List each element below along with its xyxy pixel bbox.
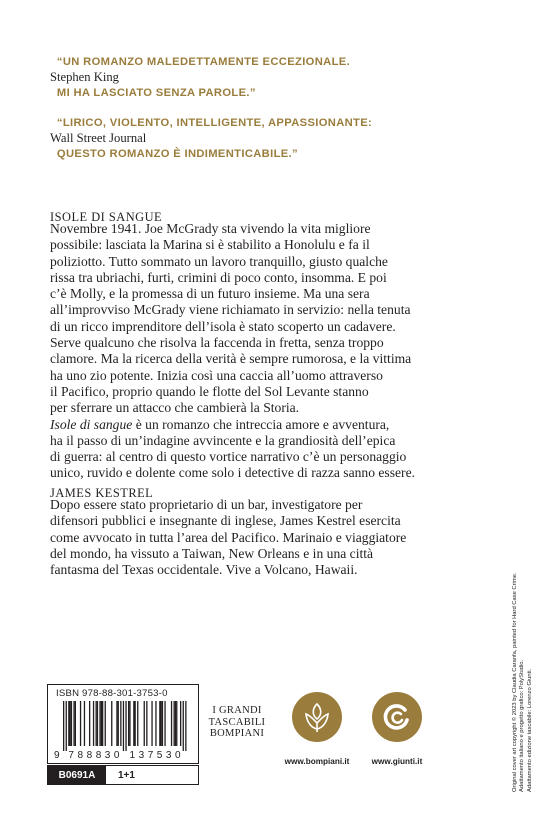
quote-2-line-2: QUESTO ROMANZO È INDIMENTICABILE.” bbox=[56, 147, 298, 160]
credit-line: Adattamento edizione tascabile: Lorenzo Giunti. bbox=[526, 668, 533, 792]
barcode-bar bbox=[175, 701, 176, 746]
barcode-bar bbox=[159, 701, 160, 746]
barcode-bar bbox=[133, 701, 134, 746]
synopsis-closing-line bbox=[50, 417, 502, 433]
author-line: Dopo essere stato proprietario di un bar, investigatore per bbox=[50, 497, 363, 512]
quote-1-source: Stephen King bbox=[50, 70, 119, 84]
synopsis-line: c’è Molly, e la promessa di un futuro insieme. Ma una sera bbox=[50, 286, 370, 302]
barcode-digit: 3 bbox=[138, 750, 145, 761]
bompiani-logo-icon bbox=[292, 692, 342, 742]
barcode-digit: 3 bbox=[165, 750, 172, 761]
series-logo bbox=[206, 705, 268, 740]
barcode-bar bbox=[101, 701, 102, 746]
author-line: del mondo, ha vissuto a Taiwan, New Orleans e in una città bbox=[50, 545, 374, 561]
series-line: I GRANDI bbox=[212, 705, 262, 716]
synopsis-line: per sferrare un attacco che cambierà la Storia. bbox=[50, 400, 300, 416]
credit-line: Original cover art copyright © 2023 by Claudia Caranfa, painted for Hard Case Crime. bbox=[512, 572, 518, 792]
synopsis-line: unico, ruvido e dolente come solo i detective di razza sanno essere. bbox=[50, 465, 416, 481]
barcode-bar bbox=[120, 701, 121, 746]
barcode-bar bbox=[75, 701, 76, 746]
barcode-bar bbox=[118, 701, 119, 746]
author-text bbox=[50, 497, 502, 578]
barcode-bar bbox=[99, 701, 100, 746]
barcode-digit: 1 bbox=[129, 750, 136, 761]
barcode-bar bbox=[73, 701, 74, 746]
barcode-bar bbox=[129, 701, 130, 746]
barcode-bar bbox=[176, 701, 177, 746]
barcode-bar bbox=[116, 701, 117, 746]
barcode-bar bbox=[80, 701, 81, 746]
barcode-digit: 0 bbox=[175, 750, 181, 761]
barcode-digit: 7 bbox=[147, 750, 154, 761]
credits bbox=[512, 572, 534, 792]
synopsis-line: all’improvviso McGrady viene richiamato in servizio: nella tenuta bbox=[50, 302, 411, 318]
barcode-bar bbox=[185, 701, 186, 751]
synopsis-line: Novembre 1941. Joe McGrady sta vivendo la vita migliore bbox=[50, 221, 371, 236]
barcode-bar bbox=[97, 701, 98, 746]
synopsis-line: ha il passo di un’indagine avvincente e la grandiosità dell’epica bbox=[50, 432, 396, 448]
barcode-digit: 8 bbox=[86, 750, 93, 761]
barcode-bar bbox=[137, 701, 138, 746]
synopsis-closing-text: è un romanzo che intreccia amore e avventura, bbox=[132, 416, 390, 432]
barcode-bar bbox=[70, 701, 71, 746]
quote-1-line-1: “UN ROMANZO MALEDETTAMENTE ECCEZIONALE. bbox=[56, 55, 351, 68]
series-line: TASCABILI bbox=[208, 716, 266, 728]
isbn-label: ISBN 978-88-301-3753-0 bbox=[56, 688, 168, 699]
barcode-bar bbox=[102, 701, 103, 746]
barcode-bar bbox=[162, 701, 163, 746]
quote-1-line-2: MI HA LASCIATO SENZA PAROLE.” bbox=[56, 86, 256, 99]
barcode-bar bbox=[171, 701, 172, 746]
barcode-bar bbox=[84, 701, 85, 746]
synopsis-line: possibile: lasciata la Marina si è stabilito a Honolulu e fa il bbox=[50, 237, 370, 253]
barcode-bar bbox=[111, 701, 112, 746]
bompiani-url[interactable]: www.bompiani.it bbox=[284, 757, 350, 766]
barcode-bar bbox=[135, 701, 136, 746]
quote-2-line-1: “LIRICO, VIOLENTO, INTELLIGENTE, APPASSIONANTE: bbox=[56, 116, 373, 129]
barcode-graphic bbox=[54, 701, 194, 761]
product-code: B0691A bbox=[48, 766, 106, 784]
author-line: fantasma del Texas occidentale. Vive a Volcano, Hawaii. bbox=[50, 562, 358, 578]
synopsis-line: di un ricco imprenditore dell’isola è stato scoperto un cadavere. bbox=[50, 318, 396, 334]
barcode-bar bbox=[96, 701, 97, 746]
barcode-digit: 8 bbox=[95, 750, 102, 761]
barcode-digit: 9 bbox=[54, 750, 60, 761]
barcode-bar bbox=[71, 701, 72, 746]
synopsis-line: il Pacifico, proprio quando le flotte del Sol Levante stanno bbox=[50, 383, 369, 399]
author-line: difensori pubblici e insegnante di inglese, James Kestrel esercita bbox=[50, 513, 401, 529]
barcode-bar bbox=[174, 701, 175, 746]
barcode-bar bbox=[66, 701, 67, 751]
barcode-bar bbox=[128, 701, 129, 746]
barcode-digits bbox=[54, 750, 181, 761]
author-title: JAMES KESTREL bbox=[50, 486, 154, 500]
barcode-bar bbox=[89, 701, 90, 746]
synopsis-title: ISOLE DI SANGUE bbox=[50, 210, 163, 224]
synopsis-line: Serve qualcuno che risolva la faccenda in fretta, senza troppo bbox=[50, 335, 384, 351]
barcode-bar bbox=[63, 701, 64, 751]
giunti-url[interactable]: www.giunti.it bbox=[371, 757, 423, 766]
barcode-bar bbox=[155, 701, 156, 746]
barcode-bar bbox=[93, 701, 94, 746]
synopsis-line: ha uno zio potente. Inizia così una caccia all’uomo attraverso bbox=[50, 367, 383, 383]
barcode-box bbox=[47, 684, 199, 764]
barcode-bar bbox=[125, 701, 126, 751]
author-line: come avvocato in tutta l’area del Pacifico. Marinaio e viaggiatore bbox=[50, 529, 407, 545]
barcode-digit: 0 bbox=[113, 750, 120, 761]
synopsis-text bbox=[50, 221, 502, 482]
synopsis-line: rissa tra ubriachi, furti, crimini di poco conto, insomma. E poi bbox=[50, 269, 387, 285]
giunti-logo-icon bbox=[372, 692, 422, 742]
barcode-digit: 5 bbox=[156, 750, 163, 761]
barcode-bar bbox=[161, 701, 162, 746]
barcode-bar bbox=[144, 701, 145, 746]
barcode-digit: 3 bbox=[104, 750, 111, 761]
barcode-bar bbox=[180, 701, 181, 746]
synopsis-line: clamore. Ma la ricerca della verità è sempre rumorosa, e la vittima bbox=[50, 351, 412, 367]
barcode-bar bbox=[183, 701, 184, 751]
synopsis-line: poliziotto. Tutto sommato un lavoro tranquillo, giusto qualche bbox=[50, 253, 388, 269]
synopsis-line: di guerra: al centro di questo vortice narrativo c’è un personaggio bbox=[50, 449, 407, 465]
barcode-bar bbox=[151, 701, 152, 746]
barcode-digit: 8 bbox=[77, 750, 84, 761]
barcode-bar bbox=[68, 701, 69, 746]
book-title-italic: Isole di sangue bbox=[50, 416, 133, 432]
credit-line: Adattamento italiano e progetto grafico: PolyStudio. bbox=[519, 659, 526, 792]
quote-2-source: Wall Street Journal bbox=[50, 131, 147, 145]
barcode-bar bbox=[164, 701, 165, 746]
barcode-bars bbox=[63, 701, 187, 751]
product-code-row bbox=[47, 765, 199, 785]
barcode-bar bbox=[123, 701, 124, 751]
barcode-bar bbox=[105, 701, 106, 746]
barcode-digit: 7 bbox=[68, 750, 74, 761]
price-code: 1+1 bbox=[118, 769, 135, 781]
barcode-bar bbox=[146, 701, 147, 746]
series-line: BOMPIANI bbox=[209, 728, 265, 739]
